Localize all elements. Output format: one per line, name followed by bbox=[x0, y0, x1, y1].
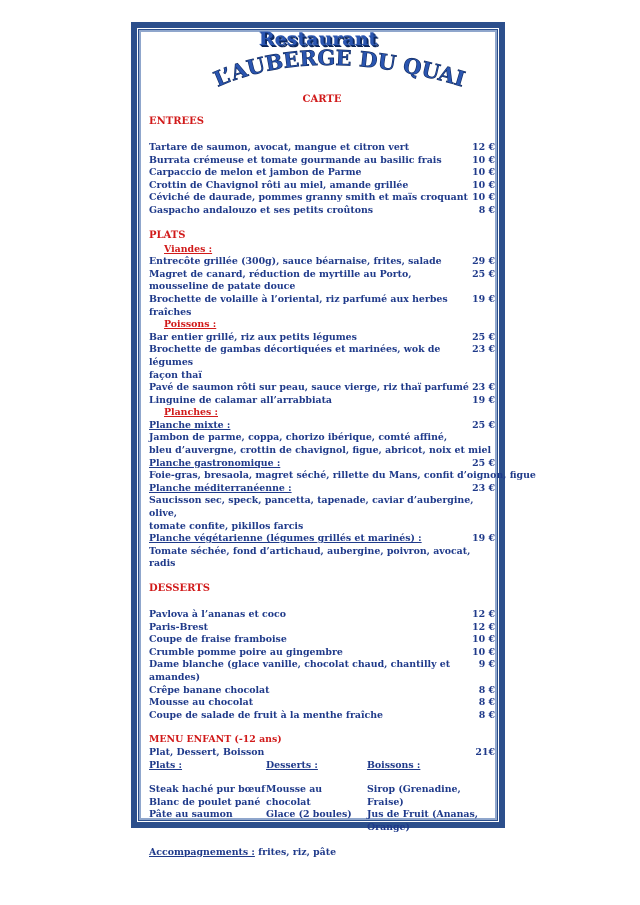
menu-enfant-line: Plat, Dessert, Boisson bbox=[149, 746, 265, 758]
restaurant-label: Restaurant bbox=[258, 28, 378, 50]
accompagnements-label: Accompagnements : bbox=[149, 846, 255, 858]
desserts-title: DESSERTS bbox=[149, 583, 210, 594]
menu-item bbox=[149, 167, 495, 180]
menu-item-price: 19 € bbox=[472, 394, 495, 406]
menu-item-price: 19 € bbox=[472, 293, 495, 305]
menu-item-price: 10 € bbox=[472, 154, 495, 166]
menu-item-price bbox=[469, 370, 495, 383]
planche-price: 19 € bbox=[472, 533, 495, 545]
desserts-list bbox=[149, 609, 495, 722]
kids-plat-item: Pâte au saumon bbox=[149, 809, 233, 821]
planche-item bbox=[149, 458, 495, 471]
menu-item-price: 10 € bbox=[472, 646, 495, 658]
menu-item-name: façon thaï bbox=[149, 369, 202, 381]
viandes-label: Viandes : bbox=[164, 243, 213, 255]
menu-item-name: Tartare de saumon, avocat, mangue et citron vert bbox=[149, 142, 410, 153]
menu-item-price: 8 € bbox=[478, 697, 495, 709]
menu-item bbox=[149, 192, 495, 205]
menu-item bbox=[149, 622, 495, 635]
planche-item bbox=[149, 420, 495, 433]
menu-item-price: 9 € bbox=[478, 659, 495, 671]
svg-text:L’AUBERGE DU QUAI bbox=[210, 45, 468, 92]
planche-price: 25 € bbox=[472, 419, 495, 431]
menu-item bbox=[149, 685, 495, 698]
menu-enfant-row bbox=[149, 747, 495, 760]
entrees-list bbox=[149, 142, 495, 218]
planche-title: Planche gastronomique : bbox=[149, 457, 281, 469]
menu-item-name: Burrata crémeuse et tomate gourmande au basilic frais bbox=[149, 154, 442, 166]
accompagnements-value: frites, riz, pâte bbox=[254, 846, 337, 858]
menu-item bbox=[149, 294, 495, 319]
menu-item-name: Dame blanche (glace vanille, chocolat chaud, chantilly et amandes) bbox=[149, 659, 451, 683]
menu-item bbox=[149, 344, 495, 369]
menu-item-name: Coupe de salade de fruit à la menthe fraîche bbox=[149, 709, 384, 721]
accompagnements-line bbox=[149, 847, 495, 860]
menu-item bbox=[149, 609, 495, 622]
planches-label: Planches : bbox=[164, 407, 218, 419]
kids-col-plats: Plats : bbox=[149, 759, 183, 771]
planche-price: 25 € bbox=[472, 457, 495, 469]
menu-item-name: Crêpe banane chocolat bbox=[149, 684, 270, 696]
viandes-list bbox=[149, 256, 495, 319]
menu-item bbox=[149, 647, 495, 660]
menu-item bbox=[149, 180, 495, 193]
menu-item bbox=[149, 332, 495, 345]
menu-item bbox=[149, 382, 495, 395]
planche-description: Tomate séchée, fond d’artichaud, aubergine, poivron, avocat, radis bbox=[149, 545, 471, 570]
menu-item bbox=[149, 142, 495, 155]
entrees-title: ENTREES bbox=[149, 116, 204, 127]
menu-item-name: Magret de canard, réduction de myrtille au Porto, bbox=[149, 268, 412, 280]
planche-title: Planche méditerranéenne : bbox=[149, 482, 292, 494]
kids-plats bbox=[149, 784, 266, 834]
menu-enfant-columns bbox=[149, 784, 495, 834]
kids-plat-item: Steak haché pur bœuf bbox=[149, 784, 266, 796]
menu-item-name: Linguine de calamar all’arrabbiata bbox=[149, 394, 332, 406]
menu-item-price: 8 € bbox=[478, 709, 495, 721]
menu-item-name: Pavlova à l’ananas et coco bbox=[149, 609, 286, 620]
menu-item bbox=[149, 697, 495, 710]
menu-item-price: 23 € bbox=[472, 344, 495, 356]
planche-price: 23 € bbox=[472, 482, 495, 494]
menu-item-price: 10 € bbox=[472, 179, 495, 191]
menu-item-price: 25 € bbox=[472, 268, 495, 280]
menu-item-name: Entrecôte grillée (300g), sauce béarnaise, frites, salade bbox=[149, 256, 442, 268]
planche-item bbox=[149, 533, 495, 546]
menu-enfant-price: 21€ bbox=[475, 746, 495, 758]
menu-item-price: 12 € bbox=[472, 621, 495, 633]
menu-item-price: 8 € bbox=[478, 204, 495, 216]
kids-dessert-item: Glace (2 boules) bbox=[266, 809, 352, 821]
menu-item-price: 29 € bbox=[472, 256, 495, 268]
plats-title: PLATS bbox=[149, 229, 186, 241]
restaurant-name: L’AUBERGE DU QUAI bbox=[209, 44, 469, 92]
menu-item-name: mousseline de patate douce bbox=[149, 281, 296, 293]
menu-item bbox=[149, 205, 495, 218]
kids-boissons bbox=[367, 784, 495, 834]
menu-item-name: Crumble pomme poire au gingembre bbox=[149, 646, 343, 658]
menu-item-price: 12 € bbox=[472, 142, 495, 153]
menu-item-name: Paris-Brest bbox=[149, 621, 208, 633]
planche-description: Jambon de parme, coppa, chorizo ibérique, comté affiné, bbox=[149, 432, 448, 444]
menu-item bbox=[149, 395, 495, 408]
planche-title: Planche végétarienne (légumes grillés et marinés) : bbox=[149, 533, 422, 545]
carte-title: CARTE bbox=[302, 94, 342, 105]
restaurant-header bbox=[140, 28, 496, 92]
planche-description: Foie-gras, bresaola, magret séché, rillette du Mans, confit d’oignon, figue bbox=[149, 470, 536, 482]
menu-item bbox=[149, 634, 495, 647]
kids-desserts bbox=[266, 784, 367, 834]
menu-item-name: Brochette de volaille à l’oriental, riz parfumé aux herbes fraîches bbox=[149, 293, 448, 318]
kids-boisson-item: Orange) bbox=[367, 821, 410, 833]
menu-item bbox=[149, 370, 495, 383]
menu-item-price: 25 € bbox=[472, 331, 495, 343]
kids-boisson-item: Jus de Fruit (Ananas, bbox=[367, 809, 479, 821]
menu-item-name: Crottin de Chavignol rôti au miel, amande grillée bbox=[149, 179, 409, 191]
menu-item bbox=[149, 710, 495, 723]
menu-item bbox=[149, 155, 495, 168]
menu-item-price: 8 € bbox=[478, 684, 495, 696]
kids-dessert-item: Mousse au chocolat bbox=[266, 784, 323, 808]
menu-item-name: Coupe de fraise framboise bbox=[149, 634, 287, 646]
menu-item bbox=[149, 256, 495, 269]
menu-item-name: Céviché de daurade, pommes granny smith et maïs croquant bbox=[149, 192, 468, 204]
menu-item-name: Pavé de saumon rôti sur peau, sauce vierge, riz thaï parfumé bbox=[149, 382, 469, 394]
kids-col-desserts: Desserts : bbox=[266, 759, 318, 771]
menu-content bbox=[149, 90, 536, 859]
menu-item-price: 10 € bbox=[472, 634, 495, 646]
menu-enfant-headers bbox=[149, 760, 495, 773]
menu-item-price: 10 € bbox=[472, 192, 495, 204]
planche-description: Saucisson sec, speck, pancetta, tapenade, caviar d’aubergine, olive, bbox=[149, 495, 474, 520]
menu-item-name: Brochette de gambas décortiquées et marinées, wok de légumes bbox=[149, 344, 441, 368]
kids-boisson-item: Sirop (Grenadine, Fraise) bbox=[367, 784, 461, 808]
menu-item-name: Mousse au chocolat bbox=[149, 697, 254, 709]
planche-description: tomate confite, pikillos farcis bbox=[149, 520, 304, 532]
menu-item-name: Bar entier grillé, riz aux petits légumes bbox=[149, 331, 357, 343]
restaurant-name-arc bbox=[140, 34, 496, 94]
menu-item-price: 10 € bbox=[472, 167, 495, 179]
menu-item bbox=[149, 659, 495, 684]
menu-item-name: Carpaccio de melon et jambon de Parme bbox=[149, 167, 362, 179]
menu-item bbox=[149, 269, 495, 282]
menu-item bbox=[149, 281, 495, 294]
kids-col-boissons: Boissons : bbox=[367, 759, 421, 771]
menu-item-name: Gaspacho andalouzo et ses petits croûtons bbox=[149, 204, 374, 216]
menu-item-price: 23 € bbox=[472, 382, 495, 394]
menu-item-price bbox=[469, 281, 495, 294]
planche-item bbox=[149, 483, 495, 496]
planche-title: Planche mixte : bbox=[149, 419, 231, 431]
planches-list bbox=[149, 419, 536, 571]
poissons-list bbox=[149, 332, 495, 408]
kids-plat-item: Blanc de poulet pané bbox=[149, 796, 261, 808]
poissons-label: Poissons : bbox=[164, 319, 217, 331]
menu-item-price: 12 € bbox=[472, 609, 495, 620]
planche-description: bleu d’auvergne, crottin de chavignol, figue, abricot, noix et miel bbox=[149, 445, 492, 457]
menu-enfant-title: MENU ENFANT (-12 ans) bbox=[149, 734, 282, 746]
